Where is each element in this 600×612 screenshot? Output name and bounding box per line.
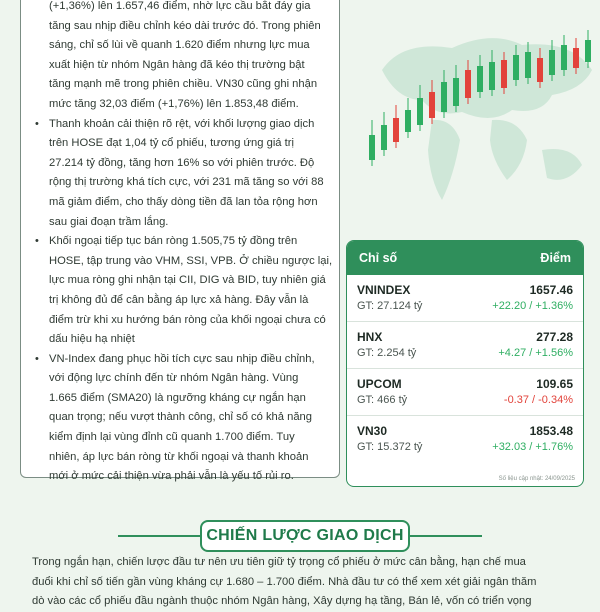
index-value: 277.28 (536, 330, 573, 344)
strategy-paragraph (32, 553, 572, 612)
strategy-heading: CHIẾN LƯỢC GIAO DỊCH (200, 520, 410, 552)
intro-line: sáng, chỉ số lùi về quanh 1.620 điểm nhưng lực mua (49, 39, 310, 52)
index-change: -0.37 / -0.34% (503, 394, 573, 406)
candle-body (417, 98, 423, 125)
market-commentary-card (20, 0, 340, 483)
bullet-outlook (35, 350, 329, 487)
bullet-line: 1.665 điểm (SMA20) là ngưỡng kháng cự ngắn hạn (49, 391, 306, 404)
index-value: 1853.48 (529, 424, 573, 438)
candle-body (465, 70, 471, 98)
intro-line: tăng mạnh mẽ trong phiên chiều. VN30 cũng ghi nhận (49, 78, 318, 91)
candle-body (381, 125, 387, 150)
candle-body (501, 60, 507, 88)
trading-value: GT: 27.124 tỷ (357, 300, 423, 312)
index-change: +22.20 / +1.36% (492, 300, 573, 312)
bullet-line: Thanh khoản cải thiện rõ rệt, với khối lượng giao dịch (49, 117, 315, 130)
index-name: HNX (357, 330, 383, 344)
candle-body (549, 50, 555, 75)
index-change: +32.03 / +1.76% (492, 441, 573, 453)
candle-body (585, 40, 591, 62)
bullet-line: sau giai đoạn trầm lắng. (49, 215, 169, 228)
bullet-dot-icon: • (35, 235, 39, 248)
index-value: 109.65 (536, 377, 573, 391)
bullet-line: HOSE, tập trung vào VHM, SSI, VPB. Ở chiều ngược lại, (49, 254, 333, 267)
strategy-line: dò vào các cổ phiếu đầu ngành thuộc nhóm Ngân hàng, Xây dựng hạ tầng, Bán lẻ, vốn có triển vọng (32, 595, 532, 608)
index-value: 1657.46 (529, 283, 573, 297)
candle-body (513, 55, 519, 80)
index-change: +4.27 / +1.56% (498, 347, 573, 359)
intro-line: tăng sau nhịp điều chỉnh kéo dài trước đó. Trong phiên (49, 19, 321, 32)
candle-body (525, 52, 531, 78)
bullet-line: điểm trừ khi xu hướng bán ròng của khối ngoại chưa có (49, 313, 326, 326)
bullet-line: rộng thị trường khá tích cực, với 231 mã tăng so với 88 (49, 176, 324, 189)
index-name: UPCOM (357, 377, 402, 391)
bullet-line: mới ở mức cải thiện vừa phải vẫn là yếu tố rủi ro. (49, 470, 294, 483)
bullet-line: mã giảm điểm, cho thấy dòng tiền đã lan tỏa rộng hơn (49, 195, 318, 208)
intro-line: mức tăng 32,03 điểm (+1,76%) lên 1.853,48 điểm. (49, 97, 299, 110)
candle-body (537, 58, 543, 82)
bullet-line: Khối ngoại tiếp tục bán ròng 1.505,75 tỷ đồng trên (49, 235, 298, 248)
bullet-foreign-flow (35, 232, 333, 350)
world-map-icon (342, 0, 600, 236)
table-row (347, 416, 583, 463)
trading-value: GT: 2.254 tỷ (357, 347, 417, 359)
bullet-line: lực mua ròng ghi nhận tại CII, DIG và BID, tuy nhiên giá (49, 274, 326, 287)
bullet-line: kiểm định lại vùng đỉnh cũ quanh 1.700 điểm. Tuy (49, 431, 295, 444)
candle-body (369, 135, 375, 160)
candle-body (477, 66, 483, 92)
header-points-label: Điểm (540, 251, 571, 265)
index-name: VN30 (357, 424, 388, 438)
bullet-dot-icon: • (35, 117, 39, 130)
intro-paragraph (35, 0, 329, 115)
candle-body (453, 78, 459, 106)
candle-body (405, 110, 411, 132)
table-header (347, 241, 583, 275)
bullet-line: dấu hiệu hạ nhiệt (49, 333, 135, 346)
table-row (347, 322, 583, 369)
bullet-liquidity (35, 115, 329, 233)
table-row (347, 275, 583, 322)
table-row (347, 369, 583, 416)
candle-body (393, 118, 399, 142)
bullet-line: trên HOSE đạt 1,04 tỷ cổ phiếu, tương ứng giá trị (49, 137, 294, 150)
candle-body (429, 92, 435, 118)
strategy-line: đuổi khi chỉ số tiến gần vùng kháng cự 1.680 – 1.700 điểm. Nhà đầu tư có thể xem xét giải ngân thăm (32, 575, 537, 588)
bullet-dot-icon: • (35, 352, 39, 365)
candle-body (561, 45, 567, 70)
strategy-line: Trong ngắn hạn, chiến lược đầu tư nên ưu tiên giữ tỷ trọng cổ phiếu ở mức cân bằng, hạn chế mua (32, 556, 526, 568)
candle-body (441, 82, 447, 112)
intro-line: (+1,36%) lên 1.657,46 điểm, nhờ lực cầu bắt đáy gia (49, 0, 311, 12)
intro-line: xuất hiện từ nhóm Ngân hàng đã kéo thị trường bật (49, 58, 305, 71)
bullet-line: VN-Index đang phục hồi tích cực sau nhịp điều chỉnh, (49, 352, 315, 365)
trading-value: GT: 15.372 tỷ (357, 441, 423, 453)
candle-body (573, 48, 579, 68)
trading-value: GT: 466 tỷ (357, 394, 408, 406)
market-index-table (346, 240, 584, 487)
index-name: VNINDEX (357, 283, 411, 297)
candle-body (489, 62, 495, 90)
header-index-label: Chỉ số (359, 251, 398, 265)
bullet-line: nhiên, áp lực bán ròng từ khối ngoại và thanh khoản (49, 450, 309, 463)
bullet-line: trị không đủ để cân bằng áp lực xả hàng. Đây vẫn là (49, 293, 309, 306)
world-map-candlestick-illustration (342, 0, 600, 236)
update-note: Số liệu cập nhật: 24/09/2025 (498, 476, 575, 482)
bullet-line: với động lực chính đến từ nhóm Ngân hàng. Vùng (49, 372, 299, 385)
bullet-line: quan trọng; nếu vượt thành công, chỉ số có khả năng (49, 411, 312, 424)
bullet-line: 27.214 tỷ đồng, tăng hơn 16% so với phiên trước. Độ (49, 156, 315, 169)
